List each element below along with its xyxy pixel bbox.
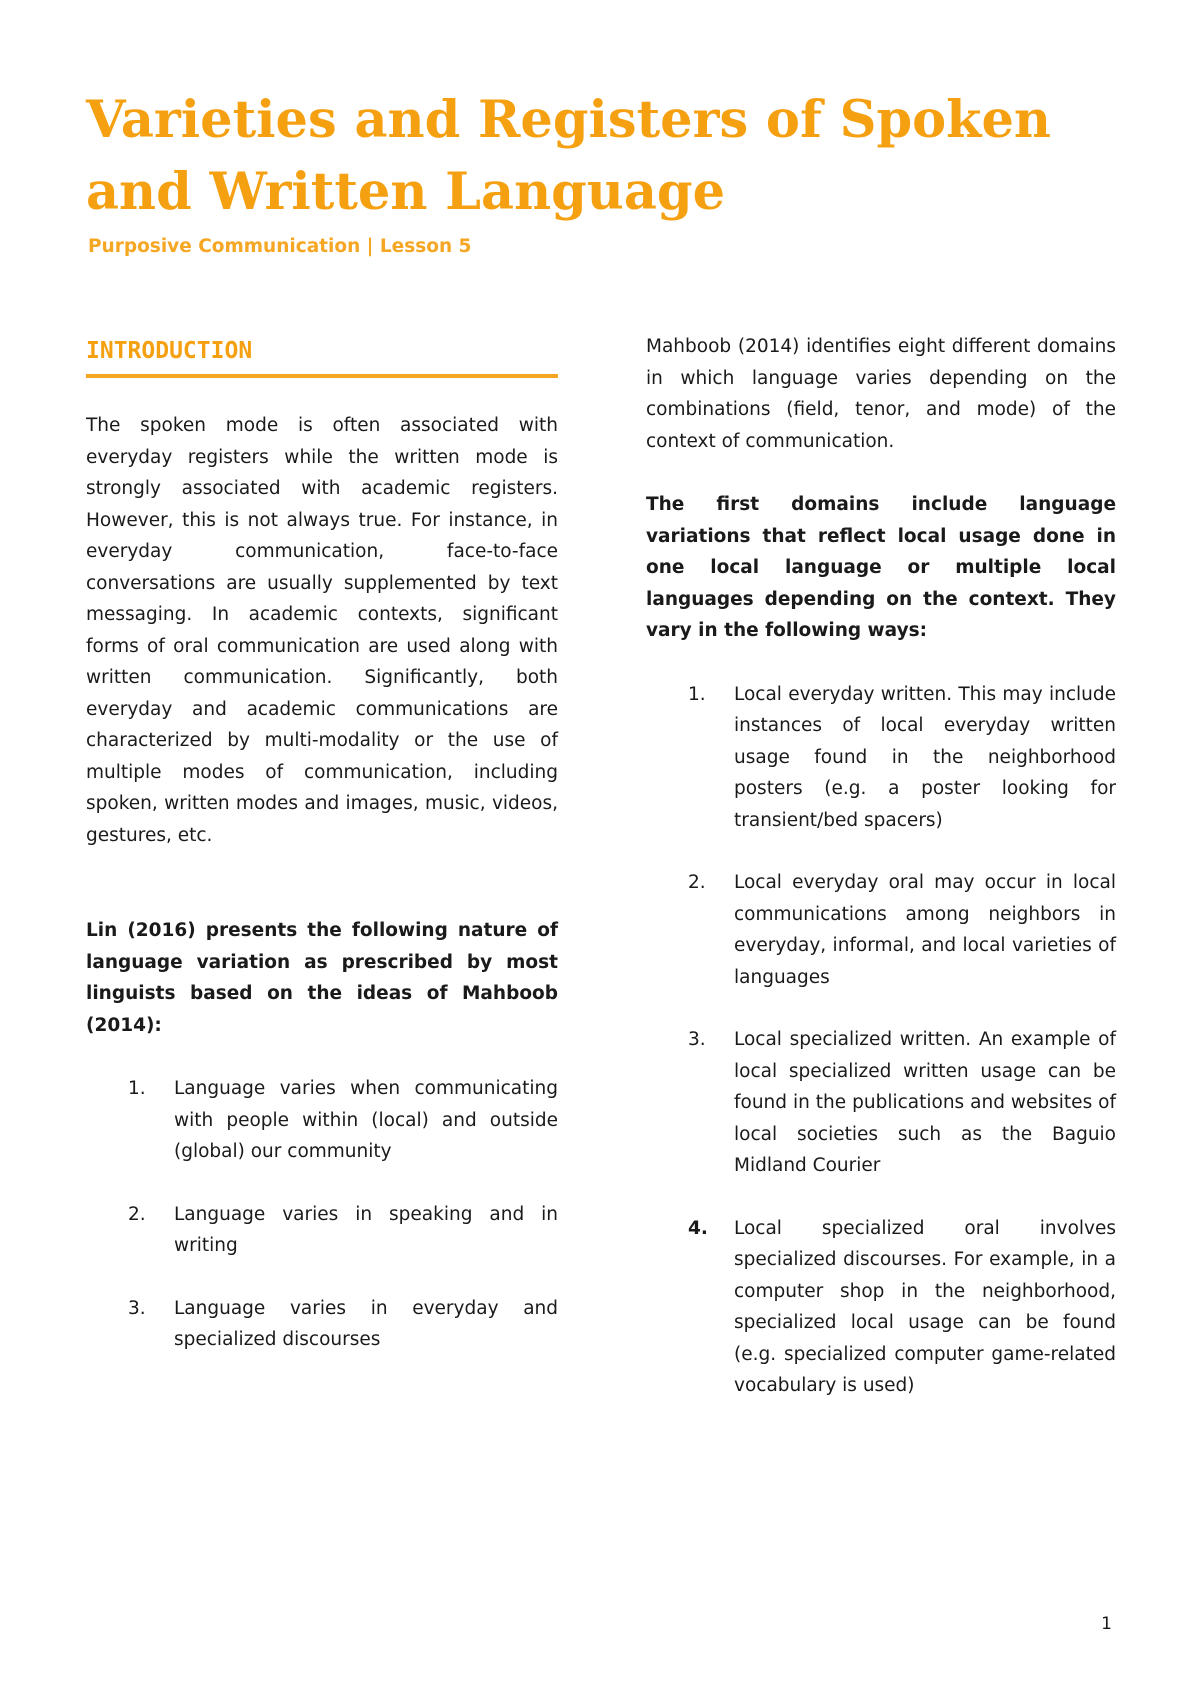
- mahboob-paragraph: Mahboob (2014) identifies eight different domains in which language varies depending on the combinations (field, tenor, and mode) of the context of communication.: [646, 336, 1116, 452]
- list-text: Local specialized oral involves specialized discourses. For example, in a computer shop in the neighborhood, specialized local usage can be found (e.g. specialized computer game-related vocabulary is used): [734, 1217, 1116, 1396]
- list-text: Local everyday oral may occur in local communications among neighbors in everyday, informal, and local varieties of languages: [734, 872, 1116, 988]
- list-number: 1.: [688, 683, 706, 705]
- list-item: [646, 1213, 1116, 1402]
- list-number: 4.: [688, 1217, 708, 1239]
- list-item: [86, 1073, 558, 1168]
- local-variation-list: [646, 679, 1116, 1402]
- list-number: 2.: [688, 872, 706, 893]
- right-column: [646, 331, 1116, 1433]
- lin-lead-paragraph: Lin (2016) presents the following nature of language variation as prescribed by most linguists based on the ideas of Mahboob (2014):: [86, 920, 558, 1036]
- list-text: Local specialized written. An example of local specialized written usage can be found in the publications and websites of local societies such as the Baguio Midland Courier: [734, 1029, 1116, 1176]
- language-variation-list: [86, 1073, 558, 1356]
- list-number: 3.: [128, 1297, 146, 1319]
- page-title: Varieties and Registers of Spoken and Written Language: [86, 90, 1052, 222]
- intro-paragraph: The spoken mode is often associated with everyday registers while the written mode is strongly associated with academic registers. However, this is not always true. For instance, in everyday communication, face-to-face conversations are usually supplemented by text messaging. In academic contexts, significant forms of oral communication are used along with written communication. Significantly, both everyday and academic communications are characterized by multi-modality or the use of multiple modes of communication, including spoken, written modes and images, music, videos, gestures, etc.: [86, 415, 558, 846]
- list-text: Language varies in everyday and specialized discourses: [174, 1297, 558, 1350]
- list-item: [646, 1024, 1116, 1182]
- list-text: Language varies in speaking and in writing: [174, 1203, 558, 1256]
- list-item: [646, 679, 1116, 837]
- introduction-heading: INTRODUCTION: [86, 334, 558, 378]
- list-item: [86, 1199, 558, 1262]
- list-text: Language varies when communicating with people within (local) and outside (global) our community: [174, 1078, 558, 1162]
- page-number: 1: [1101, 1614, 1112, 1634]
- list-number: 3.: [688, 1029, 706, 1050]
- list-item: [86, 1293, 558, 1356]
- list-number: 2.: [128, 1203, 146, 1225]
- lesson-subtitle: Purposive Communication | Lesson 5: [88, 236, 472, 257]
- first-domains-paragraph: The first domains include language variations that reflect local usage done in one local language or multiple local languages depending on the context. They vary in the following ways:: [646, 494, 1116, 641]
- list-item: [646, 867, 1116, 993]
- list-text: Local everyday written. This may include instances of local everyday written usage found in the neighborhood posters (e.g. a poster looking for transient/bed spacers): [734, 683, 1116, 831]
- list-number: 1.: [128, 1078, 146, 1099]
- left-column: [86, 334, 558, 1387]
